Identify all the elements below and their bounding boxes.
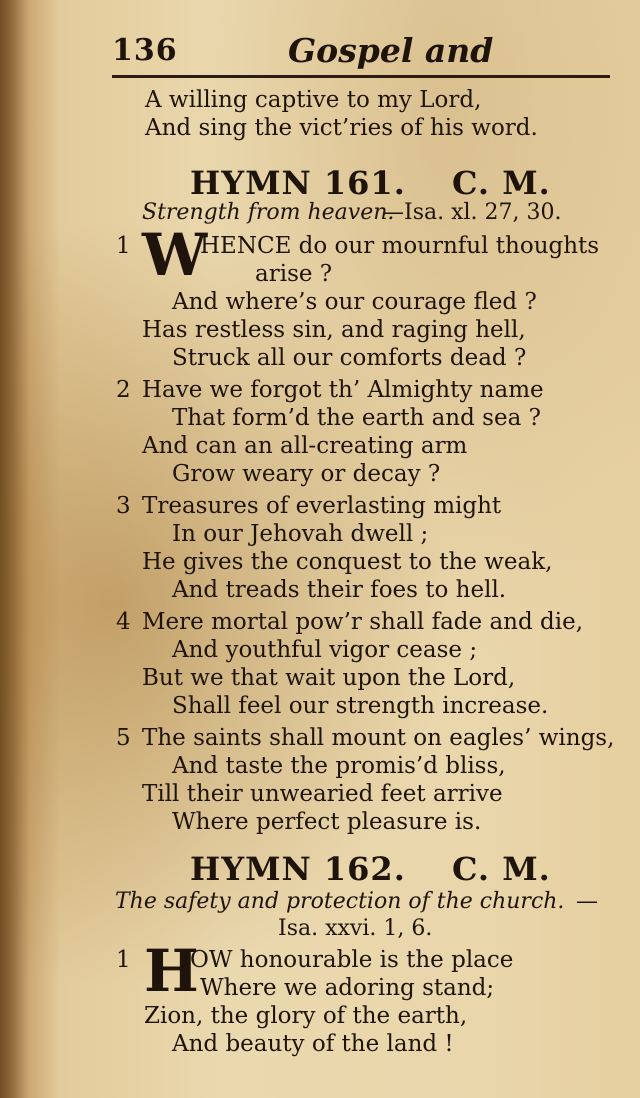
verse-line: Mere mortal pow’r shall fade and die, <box>142 609 584 635</box>
running-head: Gospel and <box>288 31 494 70</box>
verse-line: Have we forgot th’ Almighty name <box>142 377 544 403</box>
verse-line: Treasures of everlasting might <box>142 493 502 519</box>
verse-line: And where’s our courage fled ? <box>172 289 537 315</box>
page-number: 136 <box>112 33 178 68</box>
verse-number: 3 <box>116 493 131 519</box>
hymn-161-reference: —Isa. xl. 27, 30. <box>382 200 562 225</box>
verse-line: OW honourable is the place <box>190 947 514 973</box>
verse-line: Where perfect pleasure is. <box>172 809 482 835</box>
verse-number: 2 <box>116 377 131 403</box>
verse-line: He gives the conquest to the weak, <box>142 549 553 575</box>
header-rule <box>112 75 610 78</box>
hymn-161-title: HYMN 161. <box>190 164 406 202</box>
verse-line: And sing the vict’ries of his word. <box>145 115 538 141</box>
verse-line: And youthful vigor cease ; <box>172 637 478 663</box>
hymn-162-title: HYMN 162. <box>190 850 406 888</box>
verse-line: HENCE do our mournful thoughts <box>200 233 600 259</box>
drop-cap: W <box>142 221 208 289</box>
verse-line: Where we adoring stand; <box>200 975 495 1001</box>
verse-number: 4 <box>116 609 131 635</box>
verse-line: Has restless sin, and raging hell, <box>142 317 526 343</box>
verse-line: And treads their foes to hell. <box>172 577 507 603</box>
verse-line: And beauty of the land ! <box>172 1031 454 1057</box>
hymn-162-reference: Isa. xxvi. 1, 6. <box>278 916 433 941</box>
page-edge-stain <box>0 0 30 1098</box>
hymn-162-subtitle: The safety and protection of the church. <box>115 889 565 914</box>
verse-line: Till their unwearied feet arrive <box>142 781 503 807</box>
verse-line: arise ? <box>255 261 333 287</box>
verse-line: The saints shall mount on eagles’ wings, <box>142 725 615 751</box>
verse-line: But we that wait upon the Lord, <box>142 665 516 691</box>
drop-cap: H <box>144 937 199 1005</box>
verse-line: A willing captive to my Lord, <box>145 87 482 113</box>
page-header <box>112 33 612 73</box>
hymn-161-meter: C. M. <box>452 164 551 202</box>
verse-line: Zion, the glory of the earth, <box>144 1003 468 1029</box>
verse-number: 5 <box>116 725 131 751</box>
verse-number: 1 <box>116 233 131 259</box>
verse-line: And taste the promis’d bliss, <box>172 753 506 779</box>
verse-line: Grow weary or decay ? <box>172 461 441 487</box>
verse-number: 1 <box>116 947 131 973</box>
hymn-161-subtitle: Strength from heaven. <box>142 200 395 225</box>
verse-line: In our Jehovah dwell ; <box>172 521 429 547</box>
hymn-162-meter: C. M. <box>452 850 551 888</box>
verse-line: And can an all-creating arm <box>142 433 468 459</box>
verse-line: Shall feel our strength increase. <box>172 693 549 719</box>
hymn-162-dash: — <box>576 889 598 914</box>
verse-line: That form’d the earth and sea ? <box>172 405 541 431</box>
verse-line: Struck all our comforts dead ? <box>172 345 527 371</box>
